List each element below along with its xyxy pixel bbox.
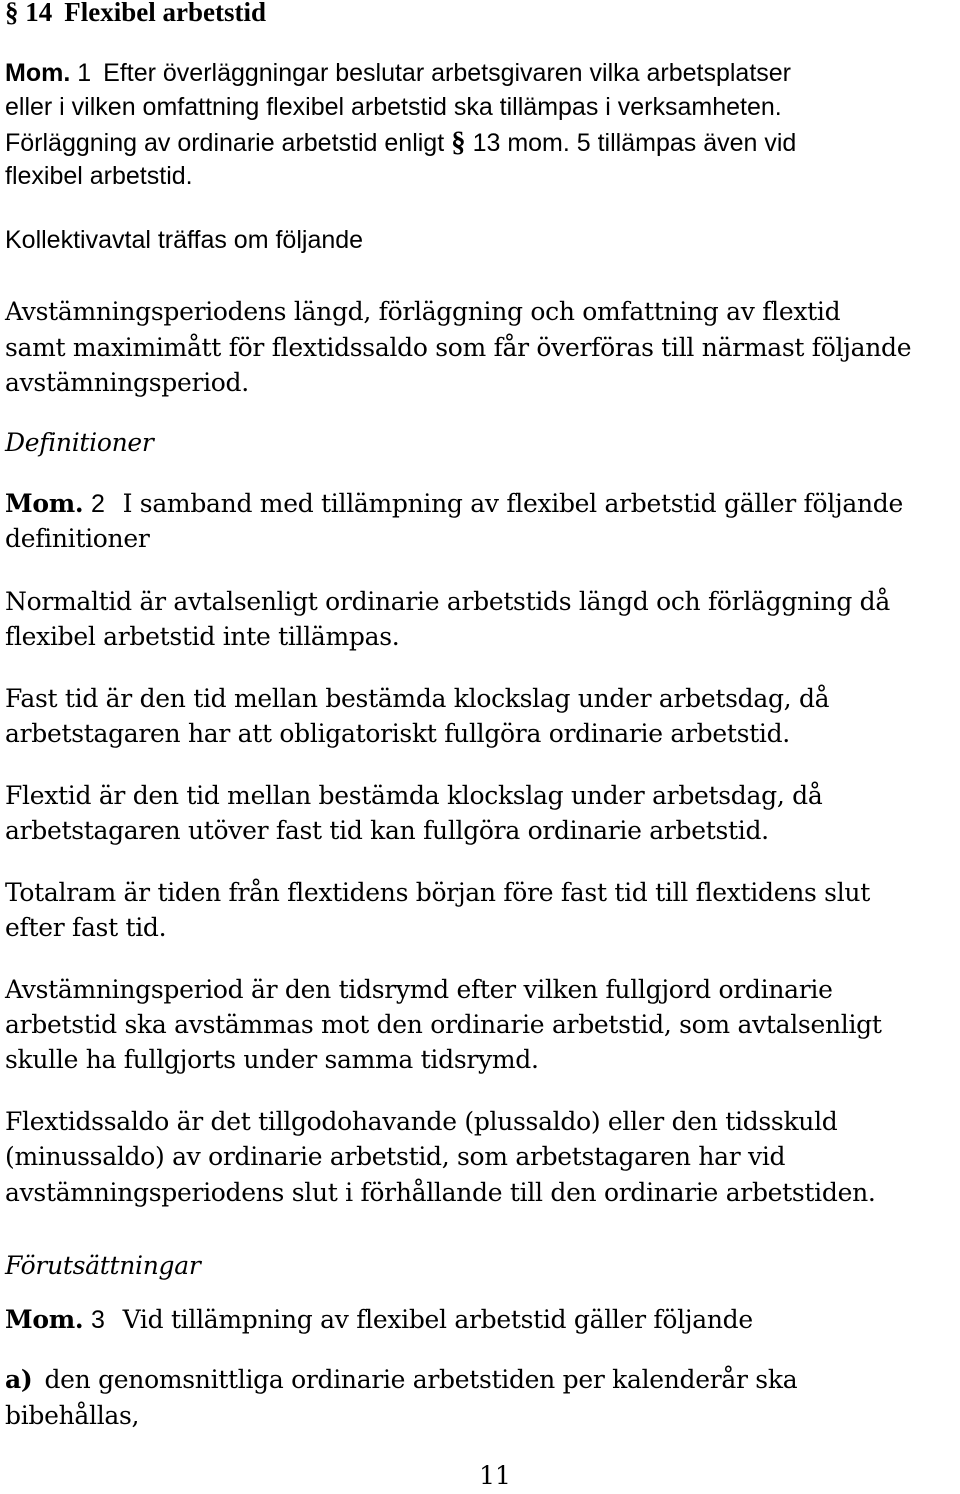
mom2-text-line1: I samband med tillämpning av flexibel arbetstid gäller följande xyxy=(122,489,903,518)
totalram-line2: efter fast tid. xyxy=(5,913,167,942)
flextidssaldo-line3: avstämningsperiodens slut i förhållande till den ordinarie arbetstiden. xyxy=(5,1178,876,1207)
mom1-line2: eller i vilken omfattning flexibel arbetstid ska tillämpas i verksamheten. xyxy=(5,93,782,121)
page-number: 11 xyxy=(479,1461,511,1490)
mom1-label: Mom. xyxy=(5,59,71,87)
section-number: 14 xyxy=(25,0,53,27)
avstamningsperiod-line1: Avstämningsperiod är den tidsrymd efter vilken fullgjord ordinarie xyxy=(5,975,833,1004)
mom2-line1 xyxy=(5,486,955,522)
mom3-number: 3 xyxy=(90,1306,105,1334)
section-title: Flexibel arbetstid xyxy=(64,0,266,27)
mom1-line3-part2: 13 mom. 5 tillämpas även vid xyxy=(472,129,797,157)
item-a-label: a) xyxy=(5,1365,33,1394)
mom1-line3 xyxy=(5,124,955,161)
normaltid-line1: Normaltid är avtalsenligt ordinarie arbetstids längd och förläggning då xyxy=(5,587,890,616)
mom1-text-line1: Efter överläggningar beslutar arbetsgivaren vilka arbetsplatser xyxy=(103,59,792,87)
forutsattningar-heading: Förutsättningar xyxy=(5,1251,201,1280)
item-a-line2: bibehållas, xyxy=(5,1401,140,1430)
kollektivavtal-text: Kollektivavtal träffas om följande xyxy=(5,226,364,254)
fast-tid-line2: arbetstagaren har att obligatoriskt fullgöra ordinarie arbetstid. xyxy=(5,719,790,748)
avst-line1: Avstämningsperiodens längd, förläggning och omfattning av flextid xyxy=(5,297,841,326)
mom1-line1 xyxy=(5,55,955,91)
totalram-line1: Totalram är tiden från flextidens början före fast tid till flextidens slut xyxy=(5,878,870,907)
mom2-number: 2 xyxy=(90,490,105,518)
avstamningsperiod-line3: skulle ha fullgjorts under samma tidsrymd. xyxy=(5,1045,539,1074)
item-a-text-line1: den genomsnittliga ordinarie arbetstiden per kalenderår ska xyxy=(44,1365,798,1394)
flextid-line2: arbetstagaren utöver fast tid kan fullgöra ordinarie arbetstid. xyxy=(5,816,769,845)
section-heading xyxy=(5,0,955,30)
item-a-line1 xyxy=(5,1362,955,1398)
mom1-line4: flexibel arbetstid. xyxy=(5,162,193,190)
mom2-label: Mom. xyxy=(5,489,84,518)
mom1-line3-part1: Förläggning av ordinarie arbetstid enligt xyxy=(5,129,445,157)
flextidssaldo-line1: Flextidssaldo är det tillgodohavande (plussaldo) eller den tidsskuld xyxy=(5,1107,838,1136)
mom2-line2: definitioner xyxy=(5,524,150,553)
normaltid-line2: flexibel arbetstid inte tillämpas. xyxy=(5,622,400,651)
mom3-text-line1: Vid tillämpning av flexibel arbetstid gäller följande xyxy=(122,1305,753,1334)
avst-line2: samt maximimått för flextidssaldo som får överföras till närmast följande xyxy=(5,333,912,362)
avstamningsperiod-line2: arbetstid ska avstämmas mot den ordinarie arbetstid, som avtalsenligt xyxy=(5,1010,882,1039)
section-symbol: § xyxy=(5,0,19,27)
flextidssaldo-line2: (minussaldo) av ordinarie arbetstid, som arbetstagaren har vid xyxy=(5,1142,786,1171)
mom3-line1 xyxy=(5,1302,955,1338)
mom1-number: 1 xyxy=(77,59,92,87)
avst-line3: avstämningsperiod. xyxy=(5,368,249,397)
definitioner-heading: Definitioner xyxy=(5,428,154,457)
mom3-label: Mom. xyxy=(5,1305,84,1334)
mom1-section-symbol: § xyxy=(451,126,466,158)
flextid-line1: Flextid är den tid mellan bestämda klockslag under arbetsdag, då xyxy=(5,781,823,810)
fast-tid-line1: Fast tid är den tid mellan bestämda klockslag under arbetsdag, då xyxy=(5,684,830,713)
